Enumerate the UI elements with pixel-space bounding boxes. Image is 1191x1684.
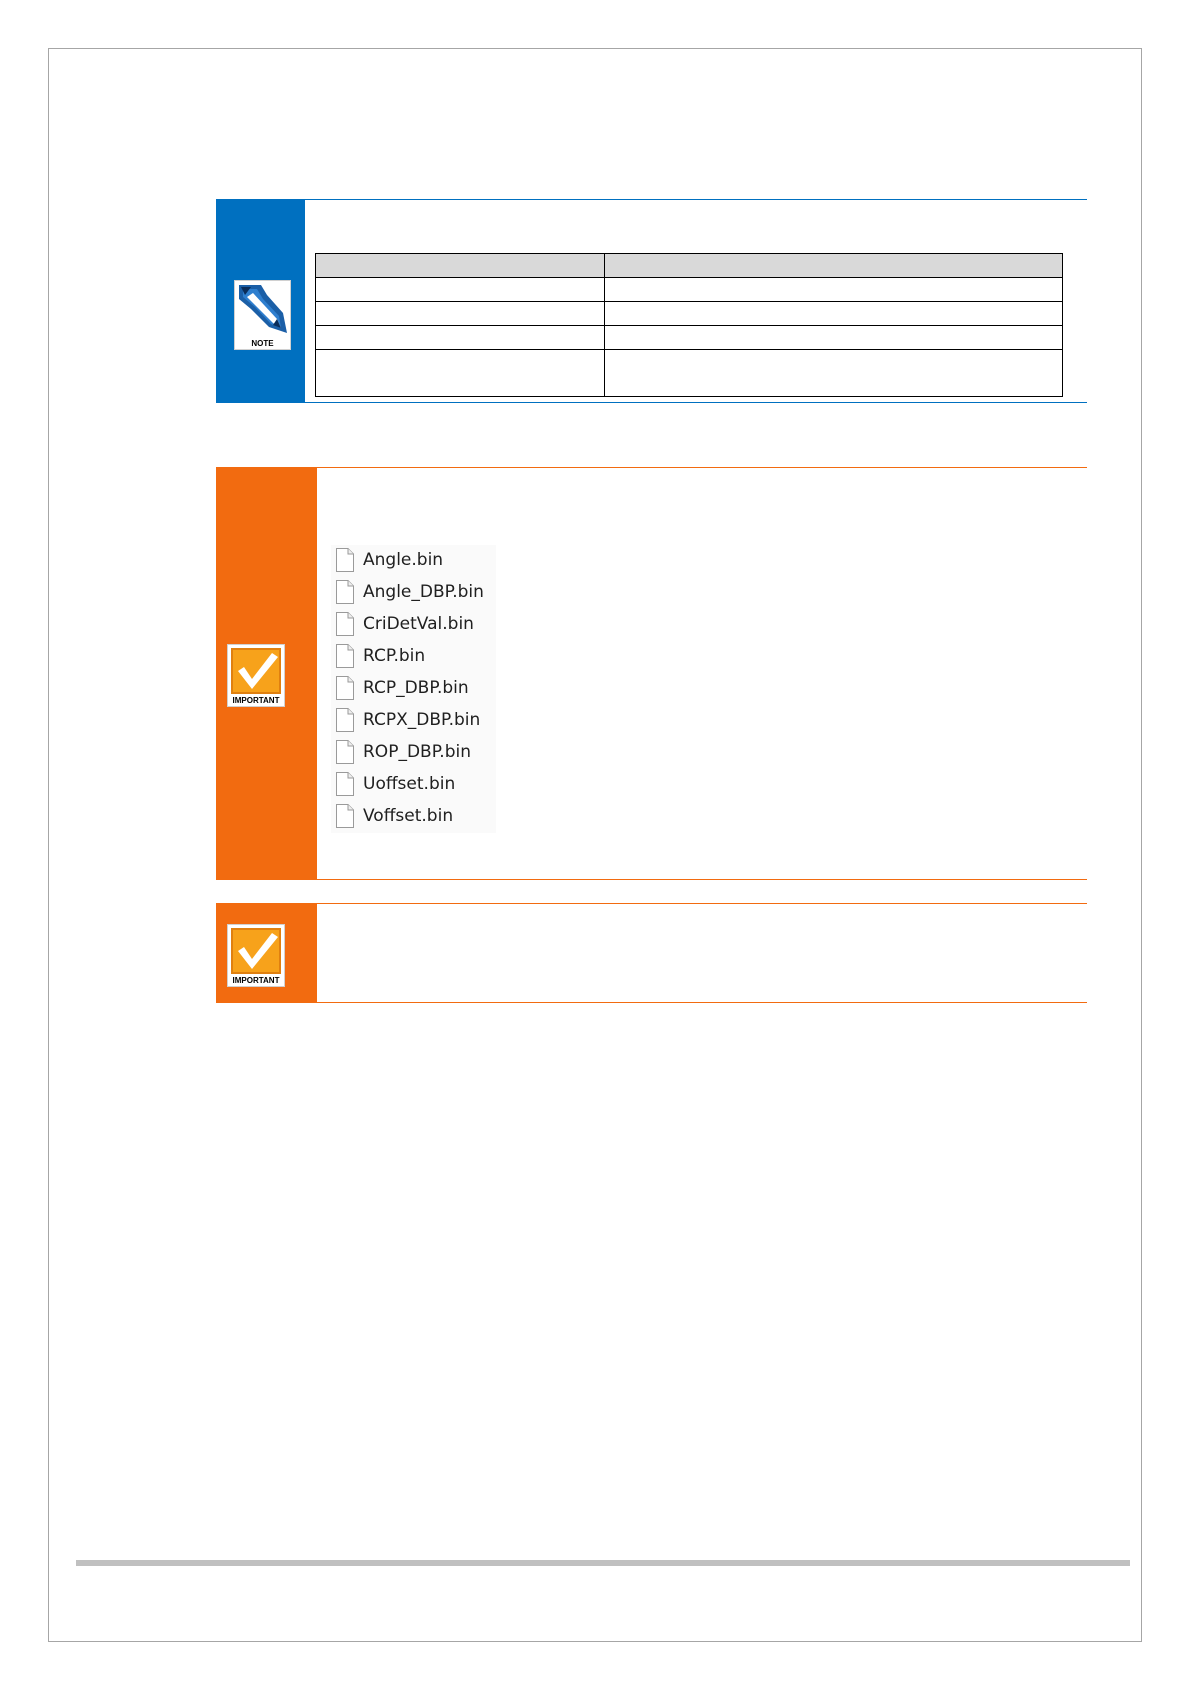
table-cell — [605, 302, 1063, 326]
table-cell — [316, 278, 605, 302]
table-row — [316, 278, 1063, 302]
note-caption: NOTE — [251, 339, 274, 348]
file-list — [331, 545, 496, 833]
important-checkmark-icon — [227, 644, 285, 707]
file-name: Uoffset.bin — [363, 774, 456, 794]
table-cell — [316, 302, 605, 326]
file-icon — [335, 708, 355, 732]
file-icon — [335, 548, 355, 572]
list-item[interactable] — [335, 611, 474, 637]
important-checkmark-icon — [227, 924, 285, 987]
important-bottom-rule — [216, 879, 1087, 880]
list-item[interactable] — [335, 771, 455, 797]
file-name: Angle_DBP.bin — [363, 582, 484, 602]
note-top-rule — [216, 199, 1087, 200]
file-icon — [335, 740, 355, 764]
footer-rule — [76, 1560, 1130, 1566]
list-item[interactable] — [335, 547, 443, 573]
important-caption: IMPORTANT — [232, 976, 280, 985]
file-icon — [335, 580, 355, 604]
file-icon — [335, 676, 355, 700]
list-item[interactable] — [335, 707, 480, 733]
table-header-cell — [316, 254, 605, 278]
list-item[interactable] — [335, 643, 425, 669]
table-header-row — [316, 254, 1063, 278]
table-cell — [605, 350, 1063, 397]
table-row — [316, 326, 1063, 350]
important-caption: IMPORTANT — [232, 696, 280, 705]
file-icon — [335, 772, 355, 796]
note-table — [315, 253, 1063, 397]
table-header-cell — [605, 254, 1063, 278]
important-top-rule — [216, 467, 1087, 468]
file-name: RCP_DBP.bin — [363, 678, 469, 698]
important-bottom-rule — [216, 1002, 1087, 1003]
list-item[interactable] — [335, 579, 484, 605]
list-item[interactable] — [335, 739, 471, 765]
file-name: Voffset.bin — [363, 806, 454, 826]
table-row — [316, 350, 1063, 397]
table-row — [316, 302, 1063, 326]
file-icon — [335, 804, 355, 828]
file-name: ROP_DBP.bin — [363, 742, 471, 762]
file-icon — [335, 644, 355, 668]
table-cell — [605, 326, 1063, 350]
file-name: RCP.bin — [363, 646, 426, 666]
note-pencil-icon — [234, 280, 291, 350]
file-name: CriDetVal.bin — [363, 614, 474, 634]
table-cell — [605, 278, 1063, 302]
file-name: RCPX_DBP.bin — [363, 710, 481, 730]
table-cell — [316, 350, 605, 397]
table-cell — [316, 326, 605, 350]
note-bottom-rule — [216, 402, 1087, 403]
important-top-rule — [216, 903, 1087, 904]
file-name: Angle.bin — [363, 550, 444, 570]
list-item[interactable] — [335, 803, 453, 829]
file-icon — [335, 612, 355, 636]
list-item[interactable] — [335, 675, 469, 701]
